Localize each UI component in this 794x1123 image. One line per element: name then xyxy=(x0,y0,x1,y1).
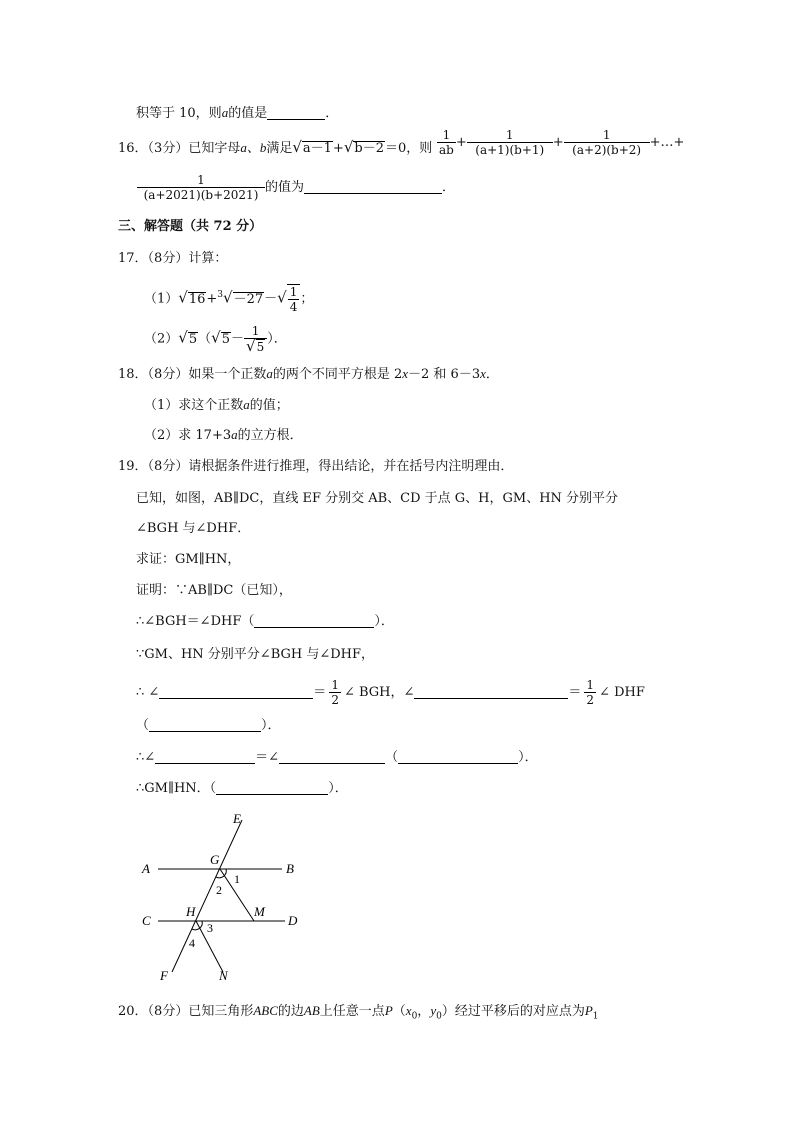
label-a: A xyxy=(142,861,150,876)
q18-text-b: 的两个不同平方根是 2 xyxy=(272,367,403,382)
sqrt-icon: √ xyxy=(277,288,287,307)
fraction-half xyxy=(329,678,341,707)
plus-sign: + xyxy=(332,141,344,156)
q19-proof-6 xyxy=(136,749,538,767)
angle-arc-4 xyxy=(192,928,200,930)
reason-blank-3[interactable] xyxy=(398,749,518,764)
q20-text xyxy=(118,1002,599,1026)
q15-end: ． xyxy=(325,106,339,121)
section-title: 三、解答题（共 72 分） xyxy=(118,219,263,234)
sqrt-icon: √ xyxy=(178,288,188,307)
proof2-text: ∴∠BGH＝∠DHF（ xyxy=(136,614,255,629)
plus-sign: + xyxy=(206,291,218,307)
q19-proof-1: 证明：∵AB∥DC（已知）， xyxy=(136,583,292,598)
q20-text-a: 20．（8分）已知三角形 xyxy=(118,1004,254,1019)
q16-end: ． xyxy=(442,180,456,195)
triangle-abc: ABC xyxy=(253,1003,278,1018)
point-p: P xyxy=(384,1003,393,1018)
q18-text-a: 18．（8分）如果一个正数 xyxy=(118,367,267,382)
q16-line2 xyxy=(137,173,455,202)
proof6-end: ）． xyxy=(518,750,538,765)
fraction-half xyxy=(584,678,596,707)
numerator: 1 xyxy=(442,128,451,142)
q19-given-2: ∠BGH 与∠DHF． xyxy=(136,521,251,536)
q15-text: 积等于 10，则 xyxy=(136,106,222,121)
part-label: （1） xyxy=(144,291,179,307)
q19-proof-5 xyxy=(136,717,281,735)
proof7-end: ）． xyxy=(328,781,348,796)
numerator: 1 xyxy=(602,128,611,142)
denominator: 4 xyxy=(289,300,298,314)
angle-blank-2[interactable] xyxy=(414,684,568,699)
subscript-0: 0 xyxy=(411,1011,418,1022)
label-h: H xyxy=(186,904,196,919)
sqrt-icon: √ xyxy=(292,138,302,156)
radicand-neg27: －27 xyxy=(233,291,264,307)
radicand-16: 16 xyxy=(188,291,206,307)
radicand-5b: 5 xyxy=(221,331,230,347)
sqrt-icon: √ xyxy=(343,138,354,156)
reason-blank-4[interactable] xyxy=(216,780,328,795)
q18-p2-text: （2）求 17+3 xyxy=(144,428,232,443)
paren-open: （ xyxy=(385,750,399,765)
fraction-4 xyxy=(137,173,265,202)
label-e: E xyxy=(233,811,241,826)
angle-blank-3[interactable] xyxy=(155,749,255,764)
answer-blank-q15[interactable] xyxy=(267,105,325,120)
proof2-end: ）． xyxy=(374,614,394,629)
denominator xyxy=(244,338,267,354)
equals: ＝ xyxy=(313,685,327,700)
paren-open: （ xyxy=(198,331,212,347)
q18-text-c: －2 和 6－3 xyxy=(408,367,481,382)
q19-proof-2 xyxy=(136,613,394,631)
q20-text-e: ）经过平移后的对应点为 xyxy=(441,1004,585,1019)
minus-sign: － xyxy=(264,291,278,307)
part-end: ； xyxy=(300,291,314,307)
q18-p2-end: 的立方根． xyxy=(237,428,303,443)
angle-arc-2 xyxy=(216,876,224,878)
q15-tail: 的值是 xyxy=(228,106,268,121)
answer-blank-q16[interactable] xyxy=(304,179,442,194)
q18-part1 xyxy=(144,396,289,415)
q17-title: 17．（8分）计算： xyxy=(118,251,228,266)
var-a: a xyxy=(221,105,229,120)
reason-blank-2[interactable] xyxy=(149,717,261,732)
fraction-1-4 xyxy=(287,284,301,314)
numerator: 1 xyxy=(251,324,260,338)
q15-continuation xyxy=(136,104,338,123)
numerator: 1 xyxy=(586,678,595,692)
label-angle-4: 4 xyxy=(189,936,195,950)
q19-proof-4 xyxy=(136,678,645,707)
var-x: x xyxy=(402,366,409,381)
angle-arc-1 xyxy=(224,869,226,876)
sqrt-icon: √ xyxy=(211,328,221,347)
q18-title xyxy=(118,365,499,384)
geometry-figure xyxy=(130,808,330,988)
q20-text-b: 的边 xyxy=(277,1004,304,1019)
q19-proof-7 xyxy=(136,780,348,798)
denominator: (a+1)(b+1) xyxy=(467,142,553,157)
radicand-5: 5 xyxy=(188,331,198,347)
label-d: D xyxy=(288,913,298,928)
q16-tail: 的值为 xyxy=(265,180,305,195)
q16-vars: a、b xyxy=(240,140,267,155)
q16-eq0: ＝0，则 xyxy=(385,141,433,156)
proof4-bgh: ∠ BGH，∠ xyxy=(343,685,415,700)
q16-number: 16．（3分）已知字母 xyxy=(118,141,241,156)
denominator: 2 xyxy=(586,693,595,707)
q19-prove: 求证：GM∥HN， xyxy=(136,552,241,567)
part-label: （2） xyxy=(144,331,179,347)
q17-part2 xyxy=(144,324,287,354)
numerator: 1 xyxy=(505,128,514,142)
part-end: ）． xyxy=(267,331,287,347)
minus-sign: － xyxy=(230,331,244,347)
q17-part1 xyxy=(144,284,313,314)
label-n: N xyxy=(219,968,228,983)
proof4-dhf: ∠ DHF xyxy=(599,685,645,700)
var-x: x xyxy=(405,1003,412,1018)
subscript-1: 1 xyxy=(592,1011,599,1022)
q16-cond: 满足 xyxy=(266,141,293,156)
q18-part2 xyxy=(144,426,303,445)
cube-root-icon: √ xyxy=(223,288,233,307)
radicand-5c: 5 xyxy=(256,340,265,354)
label-g: G xyxy=(210,852,220,867)
q19-given-1: 已知，如图，AB∥DC，直线 EF 分别交 AB、CD 于点 G、H，GM、HN 分别平分 xyxy=(136,491,619,506)
var-a: a xyxy=(231,427,238,442)
denominator: 2 xyxy=(331,693,339,707)
equals: ＝ xyxy=(568,685,582,700)
numerator: 1 xyxy=(331,678,339,692)
numerator: 1 xyxy=(289,285,298,299)
proof6-therefore: ∴∠ xyxy=(136,750,156,765)
q18-p1-text: （1）求这个正数 xyxy=(144,398,244,413)
angle-blank-1[interactable] xyxy=(159,684,313,699)
angle-arc-3 xyxy=(200,921,202,928)
reason-blank-1[interactable] xyxy=(254,613,374,628)
q16-fractions xyxy=(437,128,684,157)
comma: ， xyxy=(417,1004,431,1019)
angle-blank-4[interactable] xyxy=(279,749,385,764)
radicand-b-minus-2: b－2 xyxy=(354,141,385,156)
label-angle-1: 1 xyxy=(234,872,240,886)
plus-sign: + xyxy=(455,135,467,150)
q19-proof-3: ∵GM、HN 分别平分∠BGH 与∠DHF， xyxy=(136,647,375,662)
q16-line1 xyxy=(118,138,432,158)
radicand-a-minus-1: a－1 xyxy=(302,141,332,156)
equals-angle: ＝∠ xyxy=(255,750,280,765)
denominator: ab xyxy=(439,143,454,157)
paren-open: （ xyxy=(136,718,150,733)
q18-text-d: ． xyxy=(485,367,499,382)
denominator: (a+2)(b+2) xyxy=(564,142,650,157)
numerator: 1 xyxy=(197,173,205,187)
proof5-end: ）． xyxy=(261,718,281,733)
label-f: F xyxy=(160,968,168,983)
line-ef xyxy=(172,820,242,972)
var-a: a xyxy=(266,366,273,381)
q19-title: 19．（8分）请根据条件进行推理，得出结论，并在括号内注明理由． xyxy=(118,459,514,474)
proof4-therefore: ∴ ∠ xyxy=(136,685,160,700)
var-a: a xyxy=(243,397,250,412)
subscript-0: 0 xyxy=(436,1011,442,1022)
label-angle-2: 2 xyxy=(216,883,222,897)
q20-text-c: 上任意一点 xyxy=(319,1004,385,1019)
fraction-1-ab xyxy=(437,128,456,157)
denominator: (a+2021)(b+2021) xyxy=(137,187,265,202)
side-ab: AB xyxy=(303,1003,320,1018)
cube-root-index: 3 xyxy=(217,290,224,301)
paren-open: （ xyxy=(392,1004,406,1019)
sqrt-icon: √ xyxy=(246,337,256,355)
var-x: x xyxy=(480,366,486,381)
fraction-2 xyxy=(467,128,553,157)
label-c: C xyxy=(142,913,151,928)
point-p1: P xyxy=(584,1003,593,1018)
label-angle-3: 3 xyxy=(207,921,213,935)
label-m: M xyxy=(254,904,265,919)
plus-sign: + xyxy=(552,135,564,150)
ellipsis-plus: +…+ xyxy=(649,135,685,150)
proof7-text: ∴GM∥HN．（ xyxy=(136,781,217,796)
fraction-3 xyxy=(564,128,650,157)
var-y: y xyxy=(430,1003,437,1018)
label-b: B xyxy=(286,861,294,876)
sqrt-icon: √ xyxy=(178,328,188,347)
q18-p1-end: 的值； xyxy=(249,398,289,413)
fraction-1-sqrt5 xyxy=(244,324,267,354)
